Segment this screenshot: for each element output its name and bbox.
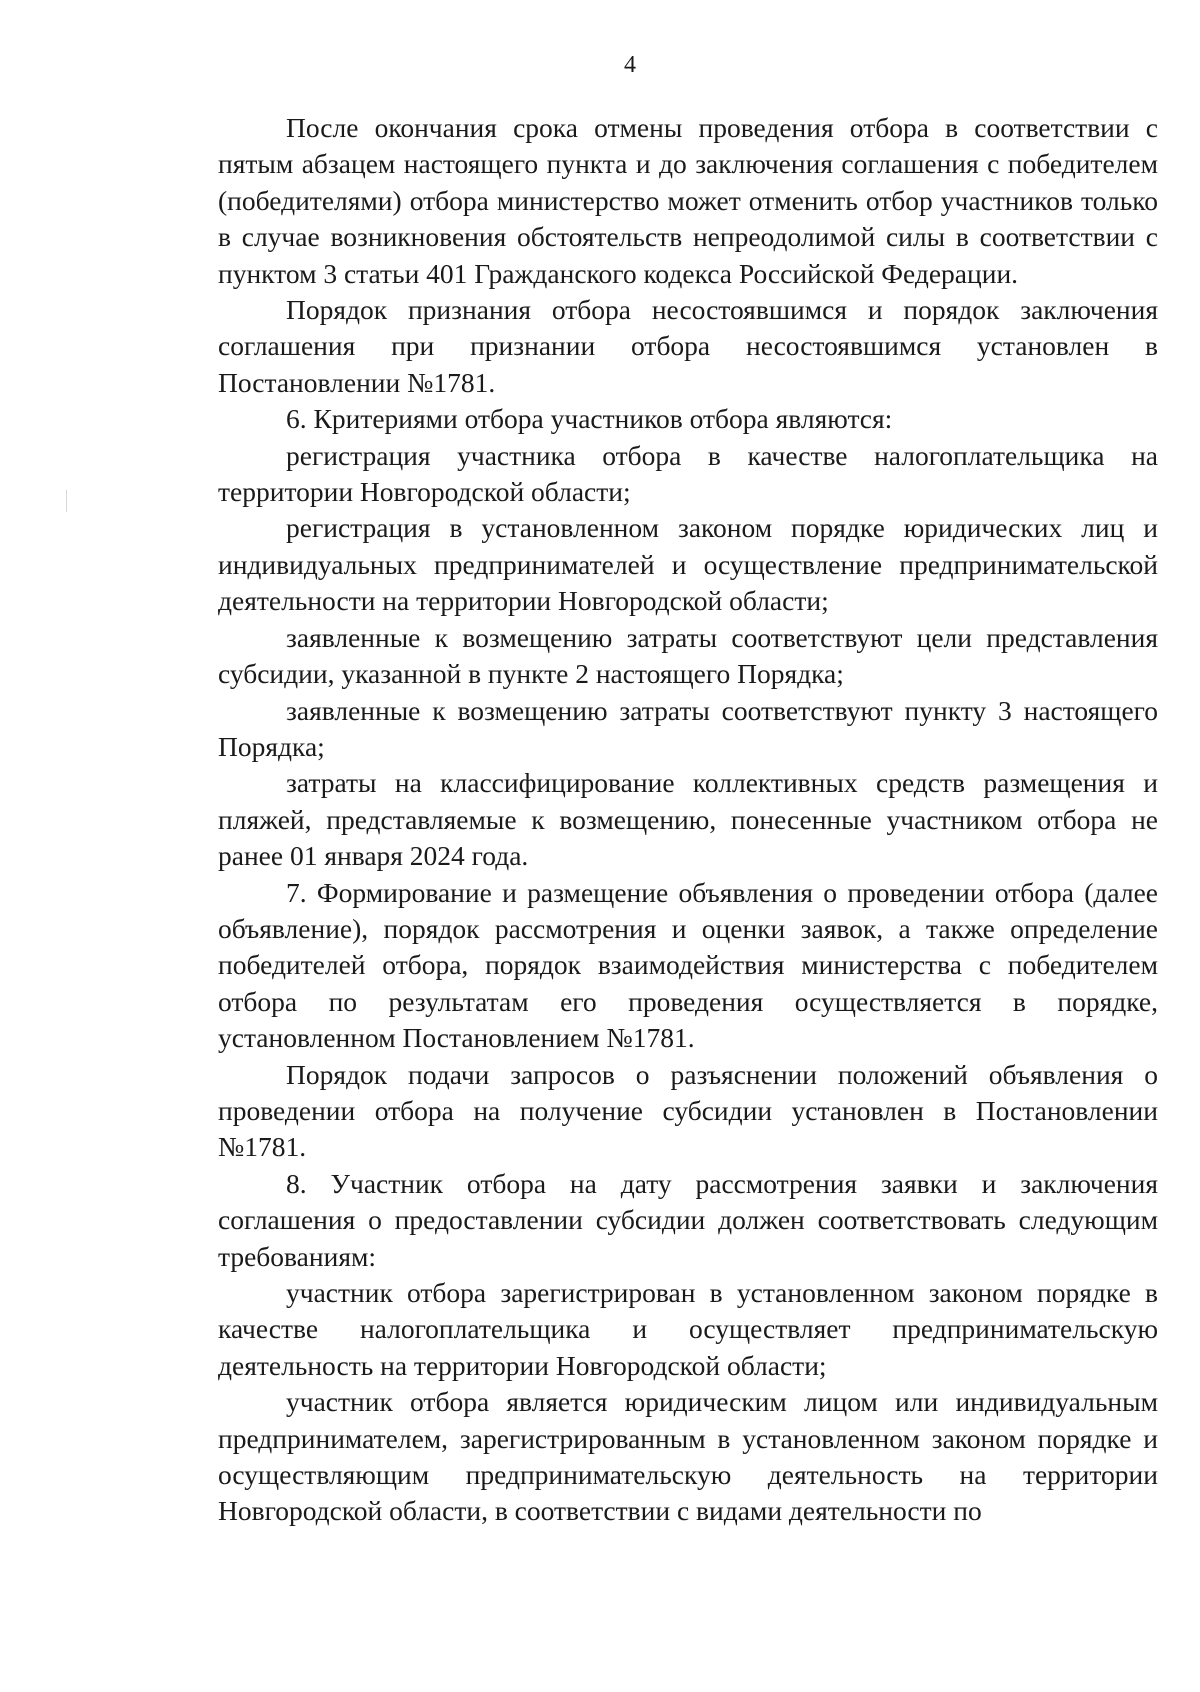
paragraph-requirement-taxpayer: участник отбора зарегистрирован в установленном законом порядке в качестве налогоплательщика и осуществляет предпринимательскую деятельность на территории Новгородской области;: [218, 1277, 1158, 1381]
document-body: [218, 110, 1158, 1530]
paragraph-criterion-taxpayer-registration: регистрация участника отбора в качестве налогоплательщика на территории Новгородской области;: [218, 439, 1158, 508]
paragraph-cancellation-force-majeure: После окончания срока отмены проведения отбора в соответствии с пятым абзацем настоящего пункта и до заключения соглашения с победителем (победителями) отбора министерство может отменить отбор участников только в случае возникновения обстоятельств непреодолимой силы в соответствии с пунктом 3 статьи 401 Гражданского кодекса Российской Федерации.: [218, 112, 1158, 289]
paragraph-criterion-classification-costs: затраты на классифицирование коллективных средств размещения и пляжей, представляемые к возмещению, понесенные участником отбора не ранее 01 января 2024 года.: [218, 767, 1158, 872]
scan-artifact-mark: [66, 490, 67, 512]
paragraph-criterion-subsidy-purpose: заявленные к возмещению затраты соответствуют цели представления субсидии, указанной в пункте 2 настоящего Порядка;: [218, 621, 1158, 690]
paragraph-6-criteria-heading: 6. Критериями отбора участников отбора являются:: [286, 403, 893, 435]
paragraph-criterion-legal-registration: регистрация в установленном законом порядке юридических лиц и индивидуальных предпринимателей и осуществление предпринимательской деятельности на территории Новгородской области;: [218, 512, 1158, 617]
paragraph-failed-selection-procedure: Порядок признания отбора несостоявшимся и порядок заключения соглашения при признании отбора несостоявшимся установлен в Постановлении №1781.: [218, 294, 1158, 398]
paragraph-criterion-point-3: заявленные к возмещению затраты соответствуют пункту 3 настоящего Порядка;: [218, 694, 1158, 762]
paragraph-clarification-requests: Порядок подачи запросов о разъяснении положений объявления о проведении отбора на получение субсидии установлен в Постановлении №1781.: [218, 1058, 1158, 1163]
paragraph-8-requirements-heading: 8. Участник отбора на дату рассмотрения заявки и заключения соглашения о предоставлении субсидии должен соответствовать следующим требованиям:: [218, 1167, 1158, 1272]
paragraph-7-announcement: 7. Формирование и размещение объявления о проведении отбора (далее объявление), порядок рассмотрения и оценки заявок, а также определение победителей отбора, порядок взаимодействия министерства с победителем отбора по результатам его проведения осуществляется в порядке, установленном Постановлением №1781.: [218, 876, 1158, 1054]
paragraph-requirement-legal-entity: участник отбора является юридическим лицом или индивидуальным предпринимателем, зарегистрированным в установленном законом порядке и осуществляющим предпринимательскую деятельность на территории Новгородской области, в соответствии с видами деятельности по: [218, 1386, 1158, 1527]
page-number: 4: [624, 52, 636, 78]
